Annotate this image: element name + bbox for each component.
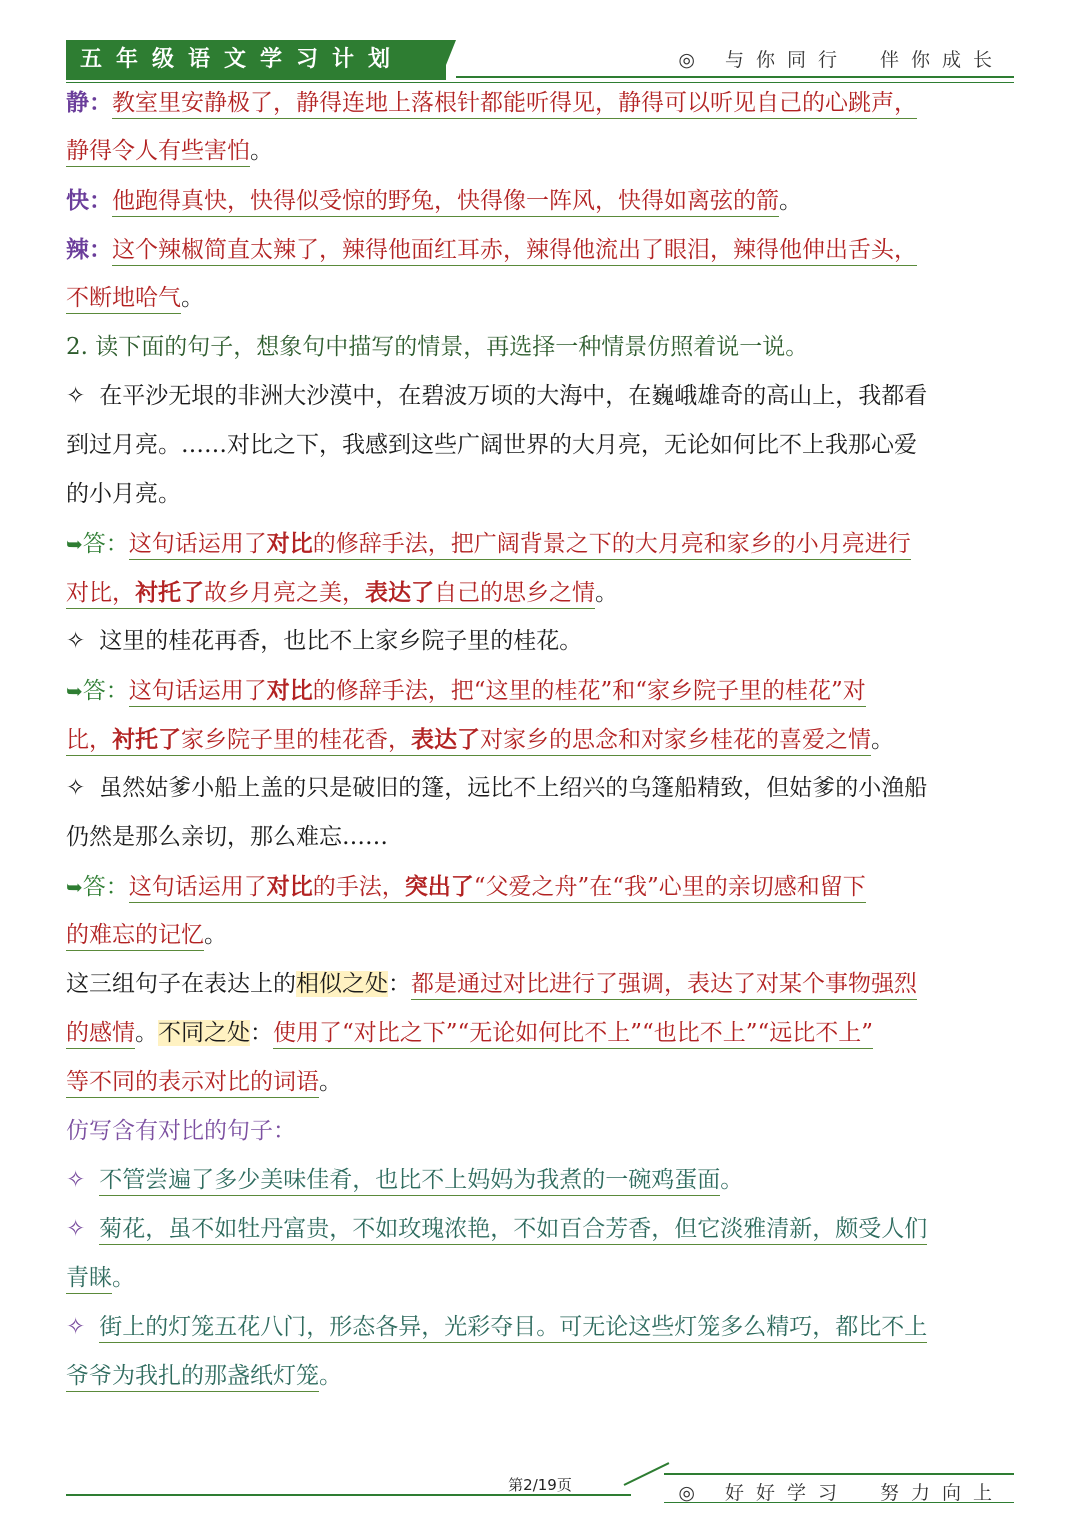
- header-slogan: ◎ 与你同行 伴你成长: [678, 49, 1004, 71]
- diamond-bullet-icon: ✧: [66, 1314, 86, 1340]
- answer-1-part: 的修辞手法，把广阔背景之下的大月亮和家乡的小月亮进行: [312, 531, 911, 557]
- example-2-line-1: [66, 1205, 1014, 1254]
- sentence-2-line: [66, 617, 1014, 666]
- example-2-text-2: 青睐: [66, 1265, 112, 1294]
- sentence-1-line-2: 到过月亮。……对比之下，我感到这些广阔世界的大月亮，无论如何比不上我那心爱: [66, 432, 917, 458]
- summary-colon: ：: [250, 1020, 273, 1046]
- kuai-label: 快：: [66, 187, 112, 214]
- answer-1-part: 对比，: [66, 580, 135, 606]
- answer-2-key: 表达了: [411, 726, 480, 753]
- period: 。: [204, 922, 227, 948]
- header-slant-decoration: [440, 40, 456, 80]
- la-label: 辣：: [66, 236, 112, 263]
- kuai-text: 他跑得真快，快得似受惊的野兔，快得像一阵风，快得如离弦的箭: [112, 188, 779, 217]
- diamond-bullet-icon: ✧: [66, 383, 86, 409]
- example-1-line: [66, 1156, 1014, 1205]
- answer-1-key: 衬托了: [135, 579, 204, 606]
- answer-3-line-1: [66, 862, 1014, 911]
- la-line-2: [66, 274, 1014, 323]
- answer-2-text-2: [66, 727, 871, 756]
- answer-2-part: 对家乡的思念和对家乡桂花的喜爱之情: [480, 727, 871, 753]
- summary-line-2: [66, 1009, 1014, 1058]
- example-3-text-1: 街上的灯笼五花八门，形态各异，光彩夺目。可无论这些灯笼多么精巧，都比不上: [99, 1314, 927, 1343]
- jing-label: 静：: [66, 89, 112, 116]
- sentence-3-line-1: [66, 764, 1014, 813]
- period: 。: [112, 1265, 135, 1291]
- answer-1-key: 对比: [266, 530, 313, 557]
- answer-arrow-icon: ➥: [66, 679, 83, 703]
- period: 。: [319, 1069, 342, 1095]
- example-1-text: 不管尝遍了多少美味佳肴，也比不上妈妈为我煮的一碗鸡蛋面: [99, 1167, 720, 1196]
- period: 。: [871, 727, 894, 753]
- period: 。: [779, 188, 802, 214]
- page-content: [66, 78, 1014, 1401]
- imitate-title: 仿写含有对比的句子：: [66, 1118, 296, 1144]
- answer-3-line-2: [66, 911, 1014, 960]
- answer-arrow-icon: ➥: [66, 875, 83, 899]
- answer-2-line-1: [66, 666, 1014, 715]
- period: 。: [250, 138, 273, 164]
- answer-3-key: 对比: [266, 873, 313, 900]
- sentence-3-line-2: 仍然是那么亲切，那么难忘……: [66, 824, 388, 850]
- answer-1-part: 故乡月亮之美，: [204, 580, 365, 606]
- answer-2-part: 家乡院子里的桂花香，: [181, 727, 411, 753]
- sentence-3-text-1: 虽然姑爹小船上盖的只是破旧的篷，远比不上绍兴的乌篷船精致，但姑爹的小渔船: [99, 775, 928, 801]
- summary-colon: ：: [388, 971, 411, 997]
- summary-red-3: 使用了“对比之下”“无论如何比不上”“也比不上”“远比不上”: [273, 1020, 873, 1049]
- answer-2-text: [129, 678, 866, 707]
- summary-line-1: [66, 960, 1014, 1009]
- answer-2-part: 比，: [66, 727, 112, 753]
- jing-text-2: 静得令人有些害怕: [66, 138, 250, 167]
- answer-1-line-1: [66, 519, 1014, 568]
- period: 。: [319, 1363, 342, 1389]
- summary-text: 这三组句子在表达上的: [66, 971, 296, 997]
- summary-red-4: 等不同的表示对比的词语: [66, 1069, 319, 1098]
- page-number: 第2/19页: [508, 1476, 572, 1494]
- header-title: 五年级语文学习计划: [66, 40, 446, 80]
- example-3-line-2: [66, 1352, 1014, 1401]
- sentence-2-text: 这里的桂花再香，也比不上家乡院子里的桂花。: [99, 628, 583, 654]
- answer-arrow-icon: ➥: [66, 532, 83, 556]
- answer-label: 答：: [82, 678, 129, 704]
- answer-1-part: 这句话运用了: [128, 531, 267, 557]
- period: 。: [135, 1020, 158, 1046]
- kuai-line: [66, 176, 1014, 225]
- jing-line-2: [66, 127, 1014, 176]
- answer-1-part: 自己的思乡之情: [434, 580, 595, 606]
- diamond-bullet-icon: ✧: [66, 628, 86, 654]
- answer-3-key: 突出了: [404, 873, 474, 900]
- jing-line-1: [66, 78, 1014, 127]
- answer-1-text-2: [66, 580, 595, 609]
- diamond-bullet-icon: ✧: [66, 1216, 86, 1242]
- answer-2-line-2: [66, 715, 1014, 764]
- period: 。: [595, 580, 618, 606]
- summary-highlight-different: 不同之处: [158, 1020, 250, 1046]
- example-3-line-1: [66, 1303, 1014, 1352]
- sentence-1-line-1: [66, 372, 1014, 421]
- summary-highlight-similar: 相似之处: [296, 971, 388, 997]
- answer-label: 答：: [82, 874, 129, 900]
- diamond-bullet-icon: ✧: [66, 1167, 86, 1193]
- footer-slogan: ◎ 好好学习 努力向上: [678, 1482, 1004, 1504]
- sentence-1-text-1: 在平沙无垠的非洲大沙漠中，在碧波万顷的大海中，在巍峨雄奇的高山上，我都看: [99, 383, 928, 409]
- la-text-2: 不断地哈气: [66, 285, 181, 314]
- question-2: 2. 读下面的句子，想象句中描写的情景，再选择一种情景仿照着说一说。: [66, 334, 809, 360]
- jing-text-1: 教室里安静极了，静得连地上落根针都能听得见，静得可以听见自己的心跳声，: [112, 90, 917, 119]
- answer-1-text: [129, 531, 911, 560]
- answer-2-part: 这句话运用了: [128, 678, 267, 704]
- answer-label: 答：: [82, 531, 129, 557]
- la-text-1: 这个辣椒简直太辣了，辣得他面红耳赤，辣得他流出了眼泪，辣得他伸出舌头，: [112, 237, 917, 266]
- answer-3-text-2: 的难忘的记忆: [66, 922, 204, 951]
- period: 。: [720, 1167, 744, 1193]
- answer-3-text: [129, 874, 866, 903]
- diamond-bullet-icon: ✧: [66, 775, 86, 801]
- la-line-1: [66, 225, 1014, 274]
- summary-line-3: [66, 1058, 1014, 1107]
- summary-red-2: 的感情: [66, 1020, 135, 1049]
- answer-2-part: 的修辞手法，把“这里的桂花”和“家乡院子里的桂花”对: [312, 678, 866, 704]
- answer-3-part: 的手法，: [312, 874, 405, 900]
- answer-3-part: “父爱之舟”在“我”心里的亲切感和留下: [473, 874, 866, 900]
- answer-2-key: 对比: [266, 677, 313, 704]
- sentence-1-line-3: 的小月亮。: [66, 481, 181, 507]
- answer-2-key: 衬托了: [112, 726, 181, 753]
- summary-red-1: 都是通过对比进行了强调，表达了对某个事物强烈: [411, 971, 917, 1000]
- answer-3-part: 这句话运用了: [128, 874, 267, 900]
- example-3-text-2: 爷爷为我扎的那盏纸灯笼: [66, 1363, 319, 1392]
- answer-1-line-2: [66, 568, 1014, 617]
- period: 。: [181, 285, 204, 311]
- answer-1-key: 表达了: [365, 579, 434, 606]
- example-2-text-1: 菊花，虽不如牡丹富贵，不如玫瑰浓艳，不如百合芳香，但它淡雅清新，颇受人们: [99, 1216, 927, 1245]
- example-2-line-2: [66, 1254, 1014, 1303]
